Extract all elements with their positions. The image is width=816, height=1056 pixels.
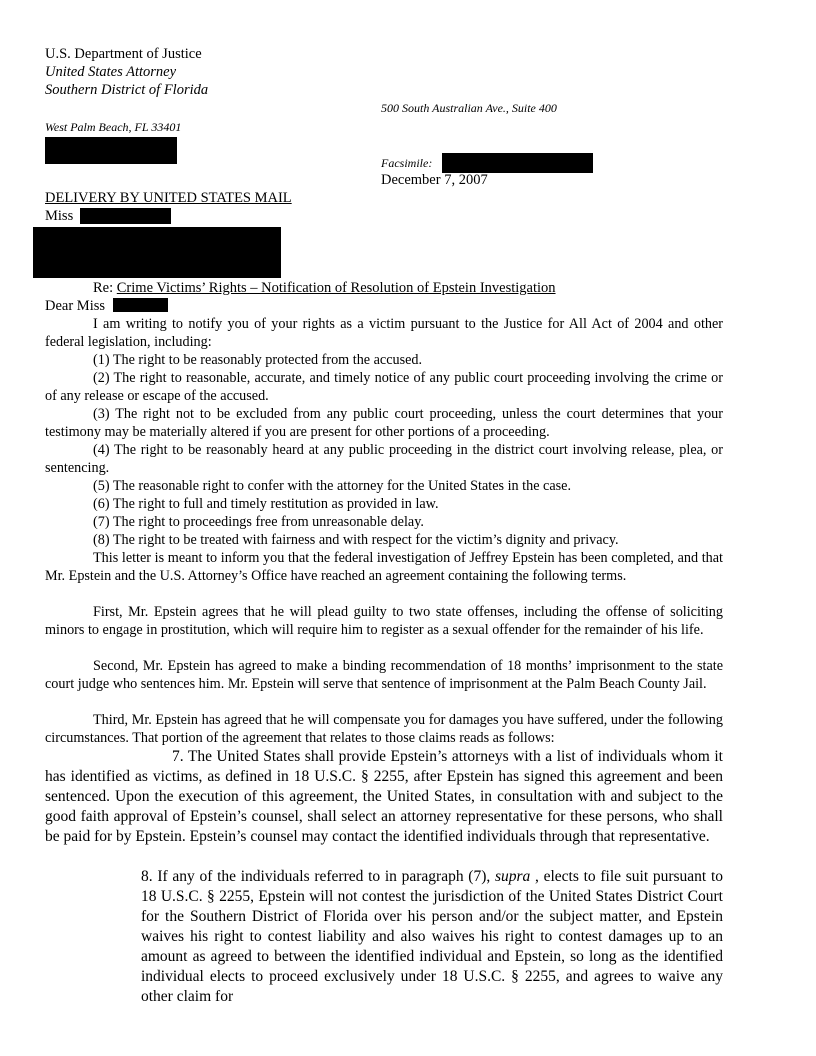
right-item: (1) The right to be reasonably protected from the accused.	[93, 352, 423, 368]
letterhead-department: U.S. Department of Justice	[45, 46, 202, 62]
right-item: (7) The right to proceedings free from unreasonable delay.	[93, 514, 424, 530]
letterhead-office: United States Attorney	[45, 64, 177, 80]
right-item: (8) The right to be treated with fairness and with respect for the victim’s dignity and privacy.	[93, 532, 619, 548]
letterhead-district: Southern District of Florida	[45, 82, 209, 98]
salutation: Dear Miss	[45, 298, 106, 314]
paragraph-inform: This letter is meant to inform you that the federal investigation of Jeffrey Epstein has been completed, and that Mr. Epstein and the U.S. Attorney’s Office have reached an agreement containing the following terms.	[45, 550, 723, 584]
intro-paragraph: I am writing to notify you of your rights as a victim pursuant to the Justice for All Act of 2004 and other federal legislation, including:	[45, 316, 723, 350]
letterhead-address: 500 South Australian Ave., Suite 400	[381, 101, 557, 115]
re-prefix: Re:	[93, 280, 117, 296]
right-item: (4) The right to be reasonably heard at any public proceeding in the district court involving release, plea, or sentencing.	[45, 442, 723, 476]
facsimile-label: Facsimile:	[381, 156, 433, 170]
delivery-method: DELIVERY BY UNITED STATES MAIL	[45, 190, 292, 206]
redaction-box	[33, 227, 281, 278]
quote8-supra: supra	[494, 868, 531, 885]
recipient-prefix: Miss	[45, 208, 74, 224]
right-item: (6) The right to full and timely restitution as provided in law.	[93, 496, 439, 512]
re-line	[93, 279, 556, 297]
agreement-paragraph-8	[141, 867, 723, 1007]
letterhead-city: West Palm Beach, FL 33401	[45, 120, 182, 134]
right-item: (2) The right to reasonable, accurate, and timely notice of any public court proceeding involving the crime or of any release or escape of the accused.	[45, 370, 723, 404]
right-item: (3) The right not to be excluded from any public court proceeding, unless the court determines that your testimony may be materially altered if you are present for other portions of a proceeding.	[45, 406, 723, 440]
re-subject: Crime Victims’ Rights – Notification of Resolution of Epstein Investigation	[116, 280, 556, 296]
quote8-part-b: , elects to file suit pursuant to 18 U.S.C. § 2255, Epstein will not contest the jurisdiction of the United States District Court for the Southern District of Florida over his person and/or the subject matter, and Epstein waives his right to contest liability and also waives his right to contest damages up to an amount as agreed to between the identified individual and Epstein, so long as the identified individual elects to proceed exclusively under 18 U.S.C. § 2255, and agrees to waive any other claim for	[141, 868, 724, 1005]
letter-date: December 7, 2007	[381, 172, 488, 188]
redaction-box	[113, 298, 168, 312]
right-item: (5) The reasonable right to confer with the attorney for the United States in the case.	[93, 478, 572, 494]
redaction-box	[442, 153, 593, 173]
redaction-box	[80, 208, 171, 224]
paragraph-second-term: Second, Mr. Epstein has agreed to make a binding recommendation of 18 months’ imprisonment to the state court judge who sentences him. Mr. Epstein will serve that sentence of imprisonment at the Palm Beach County Jail.	[45, 658, 723, 692]
redaction-box	[45, 137, 177, 164]
paragraph-first-term: First, Mr. Epstein agrees that he will plead guilty to two state offenses, including the offense of soliciting minors to engage in prostitution, which will require him to register as a sexual offender for the remainder of his life.	[45, 604, 723, 638]
agreement-paragraph-7: 7. The United States shall provide Epstein’s attorneys with a list of individuals whom it has identified as victims, as defined in 18 U.S.C. § 2255, after Epstein has signed this agreement and been sentenced. Upon the execution of this agreement, the United States, in consultation with and subject to the good faith approval of Epstein’s counsel, shall select an attorney representative for these persons, who shall be paid for by Epstein. Epstein’s counsel may contact the identified individuals through that representative.	[45, 748, 723, 845]
paragraph-third-term: Third, Mr. Epstein has agreed that he will compensate you for damages you have suffered, under the following circumstances. That portion of the agreement that relates to those claims reads as follows:	[45, 712, 723, 746]
quote8-part-a: 8. If any of the individuals referred to in paragraph (7),	[141, 868, 495, 885]
